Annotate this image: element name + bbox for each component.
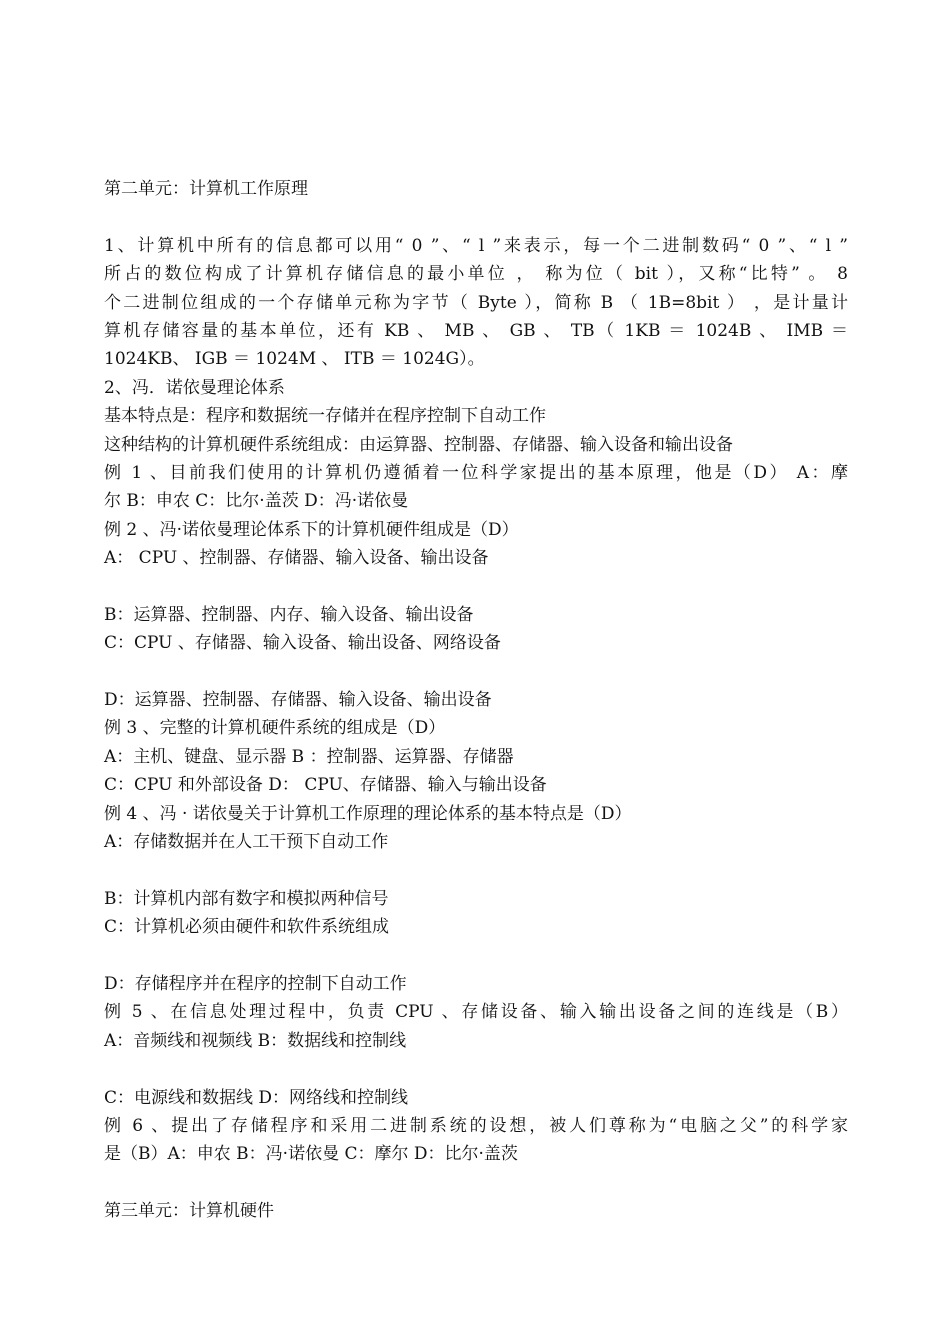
section-heading: 第三单元：计算机硬件 bbox=[104, 1201, 274, 1222]
text-line: 所占的数位构成了计算机存储信息的最小单位 ， 称为位（ bit ），又称“比特” 。 8 bbox=[104, 264, 848, 285]
text-line: D：存储程序并在程序的控制下自动工作 bbox=[104, 973, 407, 994]
blank-line bbox=[104, 572, 848, 600]
text-line: 例 2 、冯·诺依曼理论体系下的计算机硬件组成是（D） bbox=[104, 519, 519, 540]
blank-line bbox=[104, 856, 848, 884]
text-line: 这种结构的计算机硬件系统组成：由运算器、控制器、存储器、输入设备和输出设备 bbox=[104, 434, 733, 455]
text-line: A：存储数据并在人工干预下自动工作 bbox=[104, 831, 389, 852]
blank-line bbox=[104, 1055, 848, 1083]
text-line: 例 6 、提出了存储程序和采用二进制系统的设想，被人们尊称为“电脑之父”的科学家 bbox=[104, 1115, 848, 1136]
text-line: 算机存储容量的基本单位，还有 KB 、 MB 、 GB 、 TB（ 1KB ＝ 1024B 、 IMB ＝ bbox=[104, 320, 849, 341]
text-line: C：CPU 和外部设备 D： CPU、存储器、输入与输出设备 bbox=[104, 775, 547, 796]
section-heading: 第二单元：计算机工作原理 bbox=[104, 179, 308, 199]
text-line: D：运算器、控制器、存储器、输入设备、输出设备 bbox=[104, 690, 492, 711]
document-body bbox=[104, 175, 848, 1225]
text-line: 基本特点是：程序和数据统一存储并在程序控制下自动工作 bbox=[104, 406, 546, 427]
text-line: B：运算器、控制器、内存、输入设备、输出设备 bbox=[104, 604, 474, 625]
text-line: A：音频线和视频线 B：数据线和控制线 bbox=[104, 1030, 407, 1051]
text-line: 例 4 、冯 · 诺依曼关于计算机工作原理的理论体系的基本特点是（D） bbox=[104, 803, 632, 824]
blank-line bbox=[104, 203, 848, 231]
text-line: 1、计算机中所有的信息都可以用“ 0 ”、“ l ”来表示，每一个二进制数码“ 0 ”、“ l ” bbox=[104, 235, 848, 256]
text-line: 尔 B：申农 C：比尔·盖茨 D：冯·诺依曼 bbox=[104, 491, 409, 512]
text-line: 例 5 、在信息处理过程中，负责 CPU 、存储设备、输入输出设备之间的连线是（B） bbox=[104, 1002, 848, 1023]
text-line: A： CPU 、控制器、存储器、输入设备、输出设备 bbox=[104, 548, 489, 569]
text-line: 1024KB、 IGB ＝ 1024M 、 ITB ＝ 1024G）。 bbox=[104, 349, 485, 370]
text-line: 是（B）A：申农 B：冯·诺依曼 C：摩尔 D：比尔·盖茨 bbox=[104, 1144, 518, 1165]
blank-line bbox=[104, 658, 848, 686]
text-line: 例 1 、目前我们使用的计算机仍遵循着一位科学家提出的基本原理，他是（D） A：摩 bbox=[104, 462, 848, 483]
text-line: 2、冯．诺依曼理论体系 bbox=[104, 377, 285, 398]
text-line: 个二进制位组成的一个存储单元称为字节（ Byte ），简称 B （ 1B=8bit ） ，是计量计 bbox=[104, 292, 848, 313]
text-line: C：CPU 、存储器、输入设备、输出设备、网络设备 bbox=[104, 633, 501, 654]
blank-line bbox=[104, 1169, 848, 1197]
blank-line bbox=[104, 942, 848, 970]
text-line: B：计算机内部有数字和模拟两种信号 bbox=[104, 888, 389, 909]
text-line: C：电源线和数据线 D：网络线和控制线 bbox=[104, 1087, 409, 1108]
text-line: 例 3 、完整的计算机硬件系统的组成是（D） bbox=[104, 718, 446, 739]
text-line: A：主机、键盘、显示器 B ：控制器、运算器、存储器 bbox=[104, 746, 514, 767]
text-line: C：计算机必须由硬件和软件系统组成 bbox=[104, 917, 390, 938]
